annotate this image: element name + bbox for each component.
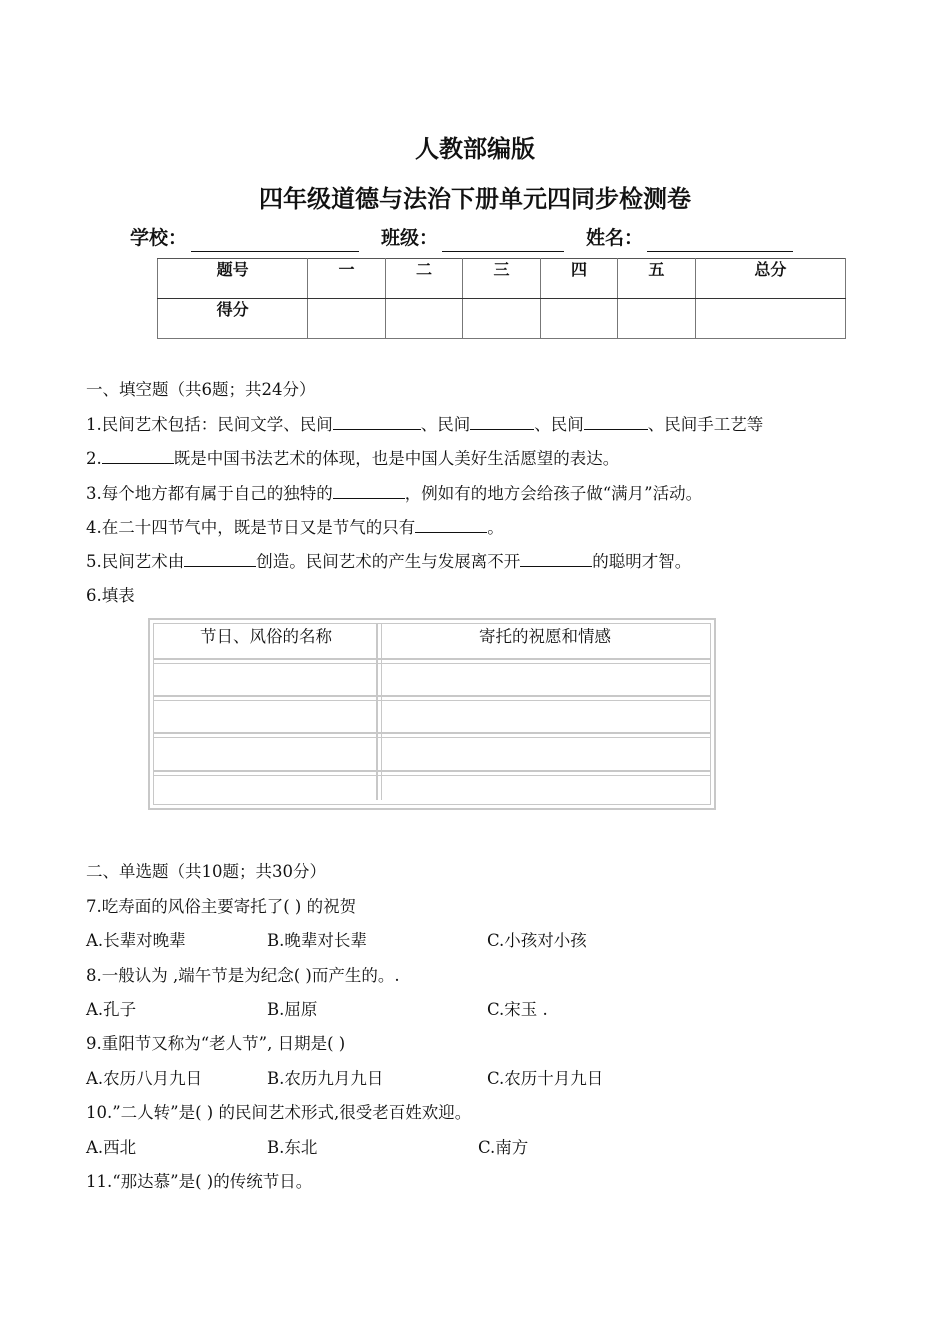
score-cell[interactable] xyxy=(695,299,845,339)
q1-text: 、民间手工艺等 xyxy=(647,415,764,434)
fill-table-row-divider xyxy=(154,658,710,664)
q1-text: 1.民间艺术包括：民间文学、民间 xyxy=(86,415,333,434)
fill-table-row-divider xyxy=(154,770,710,776)
fill-table-row-divider xyxy=(154,732,710,738)
fill-table-header-wish: 寄托的祝愿和情感 xyxy=(479,627,611,646)
q3-text: ，例如有的地方会给孩子做“满月”活动。 xyxy=(404,484,703,503)
answer-blank[interactable] xyxy=(415,515,487,533)
option-c: C.南方 xyxy=(478,1138,529,1157)
score-table-score-row xyxy=(158,299,846,339)
q4-text: 4.在二十四节气中，既是节日又是节气的只有 xyxy=(86,518,416,537)
option-a: A.孔子 xyxy=(86,1000,137,1019)
score-cell[interactable] xyxy=(618,299,695,339)
answer-blank[interactable] xyxy=(102,446,174,464)
score-header-cell: 题号 xyxy=(158,259,308,299)
question-10: 10.”二人转”是( ) 的民间艺术形式,很受老百姓欢迎。 xyxy=(86,1103,472,1122)
score-cell[interactable] xyxy=(308,299,385,339)
question-3 xyxy=(86,481,702,506)
answer-blank[interactable] xyxy=(184,549,256,567)
class-field[interactable] xyxy=(442,231,564,252)
publisher-title: 人教部编版 xyxy=(415,135,535,163)
score-cell[interactable] xyxy=(540,299,617,339)
fill-table-header-name: 节日、风俗的名称 xyxy=(200,627,332,646)
answer-blank[interactable] xyxy=(520,549,592,567)
score-header-cell: 五 xyxy=(618,259,695,299)
question-9: 9.重阳节又称为“老人节”, 日期是( ) xyxy=(86,1034,346,1053)
name-label: 姓名： xyxy=(586,227,644,249)
school-label: 学校： xyxy=(130,227,188,249)
fill-table-row-divider xyxy=(154,695,710,701)
option-a: A.长辈对晚辈 xyxy=(86,931,186,950)
answer-blank[interactable] xyxy=(333,481,405,499)
question-7: 7.吃寿面的风俗主要寄托了( ) 的祝贺 xyxy=(86,897,357,916)
option-c: C.农历十月九日 xyxy=(487,1069,604,1088)
q3-text: 3.每个地方都有属于自己的独特的 xyxy=(86,484,333,503)
score-header-cell: 二 xyxy=(385,259,462,299)
option-b: B.晚辈对长辈 xyxy=(267,931,367,950)
q2-text: 2. xyxy=(86,449,102,468)
question-2 xyxy=(86,446,619,471)
q2-text: 既是中国书法艺术的体现，也是中国人美好生活愿望的表达。 xyxy=(173,449,620,468)
score-cell[interactable] xyxy=(463,299,540,339)
school-field[interactable] xyxy=(191,231,359,252)
score-table-header-row xyxy=(158,259,846,299)
question-8: 8.一般认为 ,端午节是为纪念( )而产生的。. xyxy=(86,966,400,985)
score-header-cell: 三 xyxy=(463,259,540,299)
q5-text: 5.民间艺术由 xyxy=(86,552,185,571)
score-header-cell: 总分 xyxy=(695,259,845,299)
option-c: C.宋玉 . xyxy=(487,1000,548,1019)
score-header-cell: 四 xyxy=(540,259,617,299)
question-5 xyxy=(86,549,691,574)
section1-heading: 一、填空题（共6题；共24分） xyxy=(86,380,316,399)
q5-text: 的聪明才智。 xyxy=(592,552,692,571)
q4-text: 。 xyxy=(487,518,504,537)
score-cell[interactable] xyxy=(385,299,462,339)
question-1 xyxy=(86,412,763,437)
score-row-label: 得分 xyxy=(158,299,308,339)
festival-fill-table xyxy=(148,618,716,810)
class-label: 班级： xyxy=(381,227,439,249)
option-b: B.屈原 xyxy=(267,1000,318,1019)
answer-blank[interactable] xyxy=(584,412,648,430)
option-a: A.西北 xyxy=(86,1138,137,1157)
q5-text: 创造。民间艺术的产生与发展离不开 xyxy=(256,552,521,571)
question-6: 6.填表 xyxy=(86,586,135,605)
answer-blank[interactable] xyxy=(470,412,534,430)
option-a: A.农历八月九日 xyxy=(86,1069,203,1088)
option-b: B.农历九月九日 xyxy=(267,1069,384,1088)
name-field[interactable] xyxy=(647,231,793,252)
option-b: B.东北 xyxy=(267,1138,318,1157)
answer-blank[interactable] xyxy=(333,412,421,430)
student-info-row xyxy=(130,224,793,252)
fill-table-inner-border xyxy=(153,623,711,805)
option-c: C.小孩对小孩 xyxy=(487,931,587,950)
exam-title: 四年级道德与法治下册单元四同步检测卷 xyxy=(259,185,691,213)
question-11: 11.“那达慕”是( )的传统节日。 xyxy=(86,1172,313,1191)
q1-text: 、民间 xyxy=(420,415,471,434)
score-table xyxy=(157,258,846,339)
score-header-cell: 一 xyxy=(308,259,385,299)
question-4 xyxy=(86,515,504,540)
q1-text: 、民间 xyxy=(534,415,584,434)
section2-heading: 二、单选题（共10题；共30分） xyxy=(86,862,326,881)
